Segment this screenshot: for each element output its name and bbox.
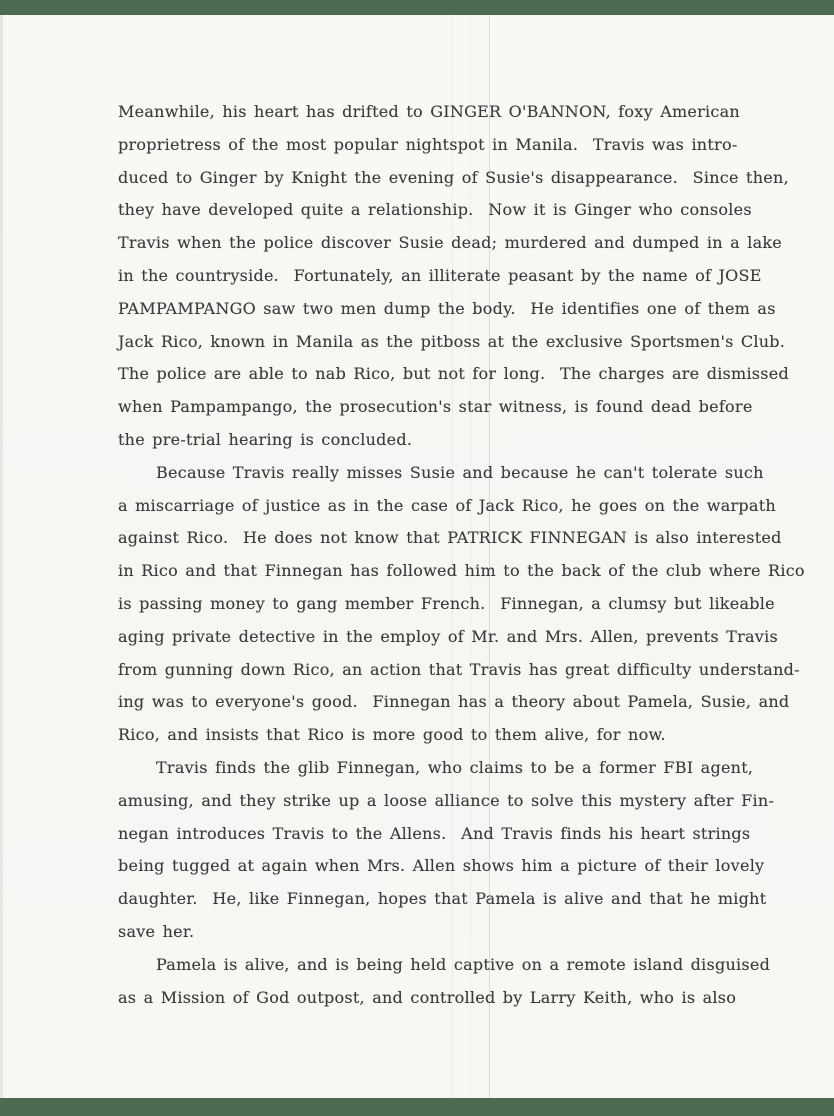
text-line: a miscarriage of justice as in the case of Jack Rico, he goes on the warpath bbox=[118, 495, 776, 515]
text-line: proprietress of the most popular nightspot in Manila. Travis was intro- bbox=[118, 134, 738, 154]
text-line: from gunning down Rico, an action that Travis has great difficulty understand- bbox=[118, 659, 800, 679]
text-line: in the countryside. Fortunately, an illiterate peasant by the name of JOSE bbox=[118, 265, 762, 285]
text-line: Jack Rico, known in Manila as the pitboss at the exclusive Sportsmen's Club. bbox=[118, 331, 786, 351]
paper-sheet bbox=[0, 15, 834, 1098]
text-line: negan introduces Travis to the Allens. And Travis finds his heart strings bbox=[118, 823, 751, 843]
top-border-bar bbox=[0, 0, 834, 15]
text-line: they have developed quite a relationship. Now it is Ginger who consoles bbox=[118, 200, 752, 220]
text-line: amusing, and they strike up a loose alliance to solve this mystery after Fin- bbox=[118, 790, 775, 810]
text-line: is passing money to gang member French. Finnegan, a clumsy but likeable bbox=[118, 593, 775, 613]
text-line: Travis when the police discover Susie dead; murdered and dumped in a lake bbox=[118, 233, 783, 253]
text-line: PAMPAMPANGO saw two men dump the body. He identifies one of them as bbox=[118, 298, 776, 318]
text-line: save her. bbox=[118, 921, 195, 941]
left-edge-shadow bbox=[0, 15, 3, 1098]
bottom-border-bar bbox=[0, 1098, 834, 1116]
text-line: in Rico and that Finnegan has followed him to the back of the club where Rico bbox=[118, 561, 805, 581]
text-line: when Pampampango, the prosecution's star witness, is found dead before bbox=[118, 397, 753, 417]
text-line: duced to Ginger by Knight the evening of Susie's disappearance. Since then, bbox=[118, 167, 789, 187]
text-line: Rico, and insists that Rico is more good to them alive, for now. bbox=[118, 725, 666, 745]
text-line: being tugged at again when Mrs. Allen shows him a picture of their lovely bbox=[118, 856, 765, 876]
text-line: aging private detective in the employ of Mr. and Mrs. Allen, prevents Travis bbox=[118, 626, 778, 646]
text-line: daughter. He, like Finnegan, hopes that Pamela is alive and that he might bbox=[118, 889, 767, 909]
text-line: the pre-trial hearing is concluded. bbox=[118, 429, 413, 449]
text-line: Travis finds the glib Finnegan, who claims to be a former FBI agent, bbox=[156, 757, 754, 777]
text-line: ing was to everyone's good. Finnegan has a theory about Pamela, Susie, and bbox=[118, 692, 790, 712]
text-line: Pamela is alive, and is being held captive on a remote island disguised bbox=[156, 954, 771, 974]
text-line: against Rico. He does not know that PATRICK FINNEGAN is also interested bbox=[118, 528, 782, 548]
text-line: Meanwhile, his heart has drifted to GINGER O'BANNON, foxy American bbox=[118, 102, 740, 121]
text-line: The police are able to nab Rico, but not for long. The charges are dismissed bbox=[118, 364, 789, 384]
text-line: Because Travis really misses Susie and because he can't tolerate such bbox=[156, 462, 764, 482]
typewritten-text-block bbox=[118, 96, 805, 1014]
text-line: as a Mission of God outpost, and controlled by Larry Keith, who is also bbox=[118, 987, 737, 1007]
